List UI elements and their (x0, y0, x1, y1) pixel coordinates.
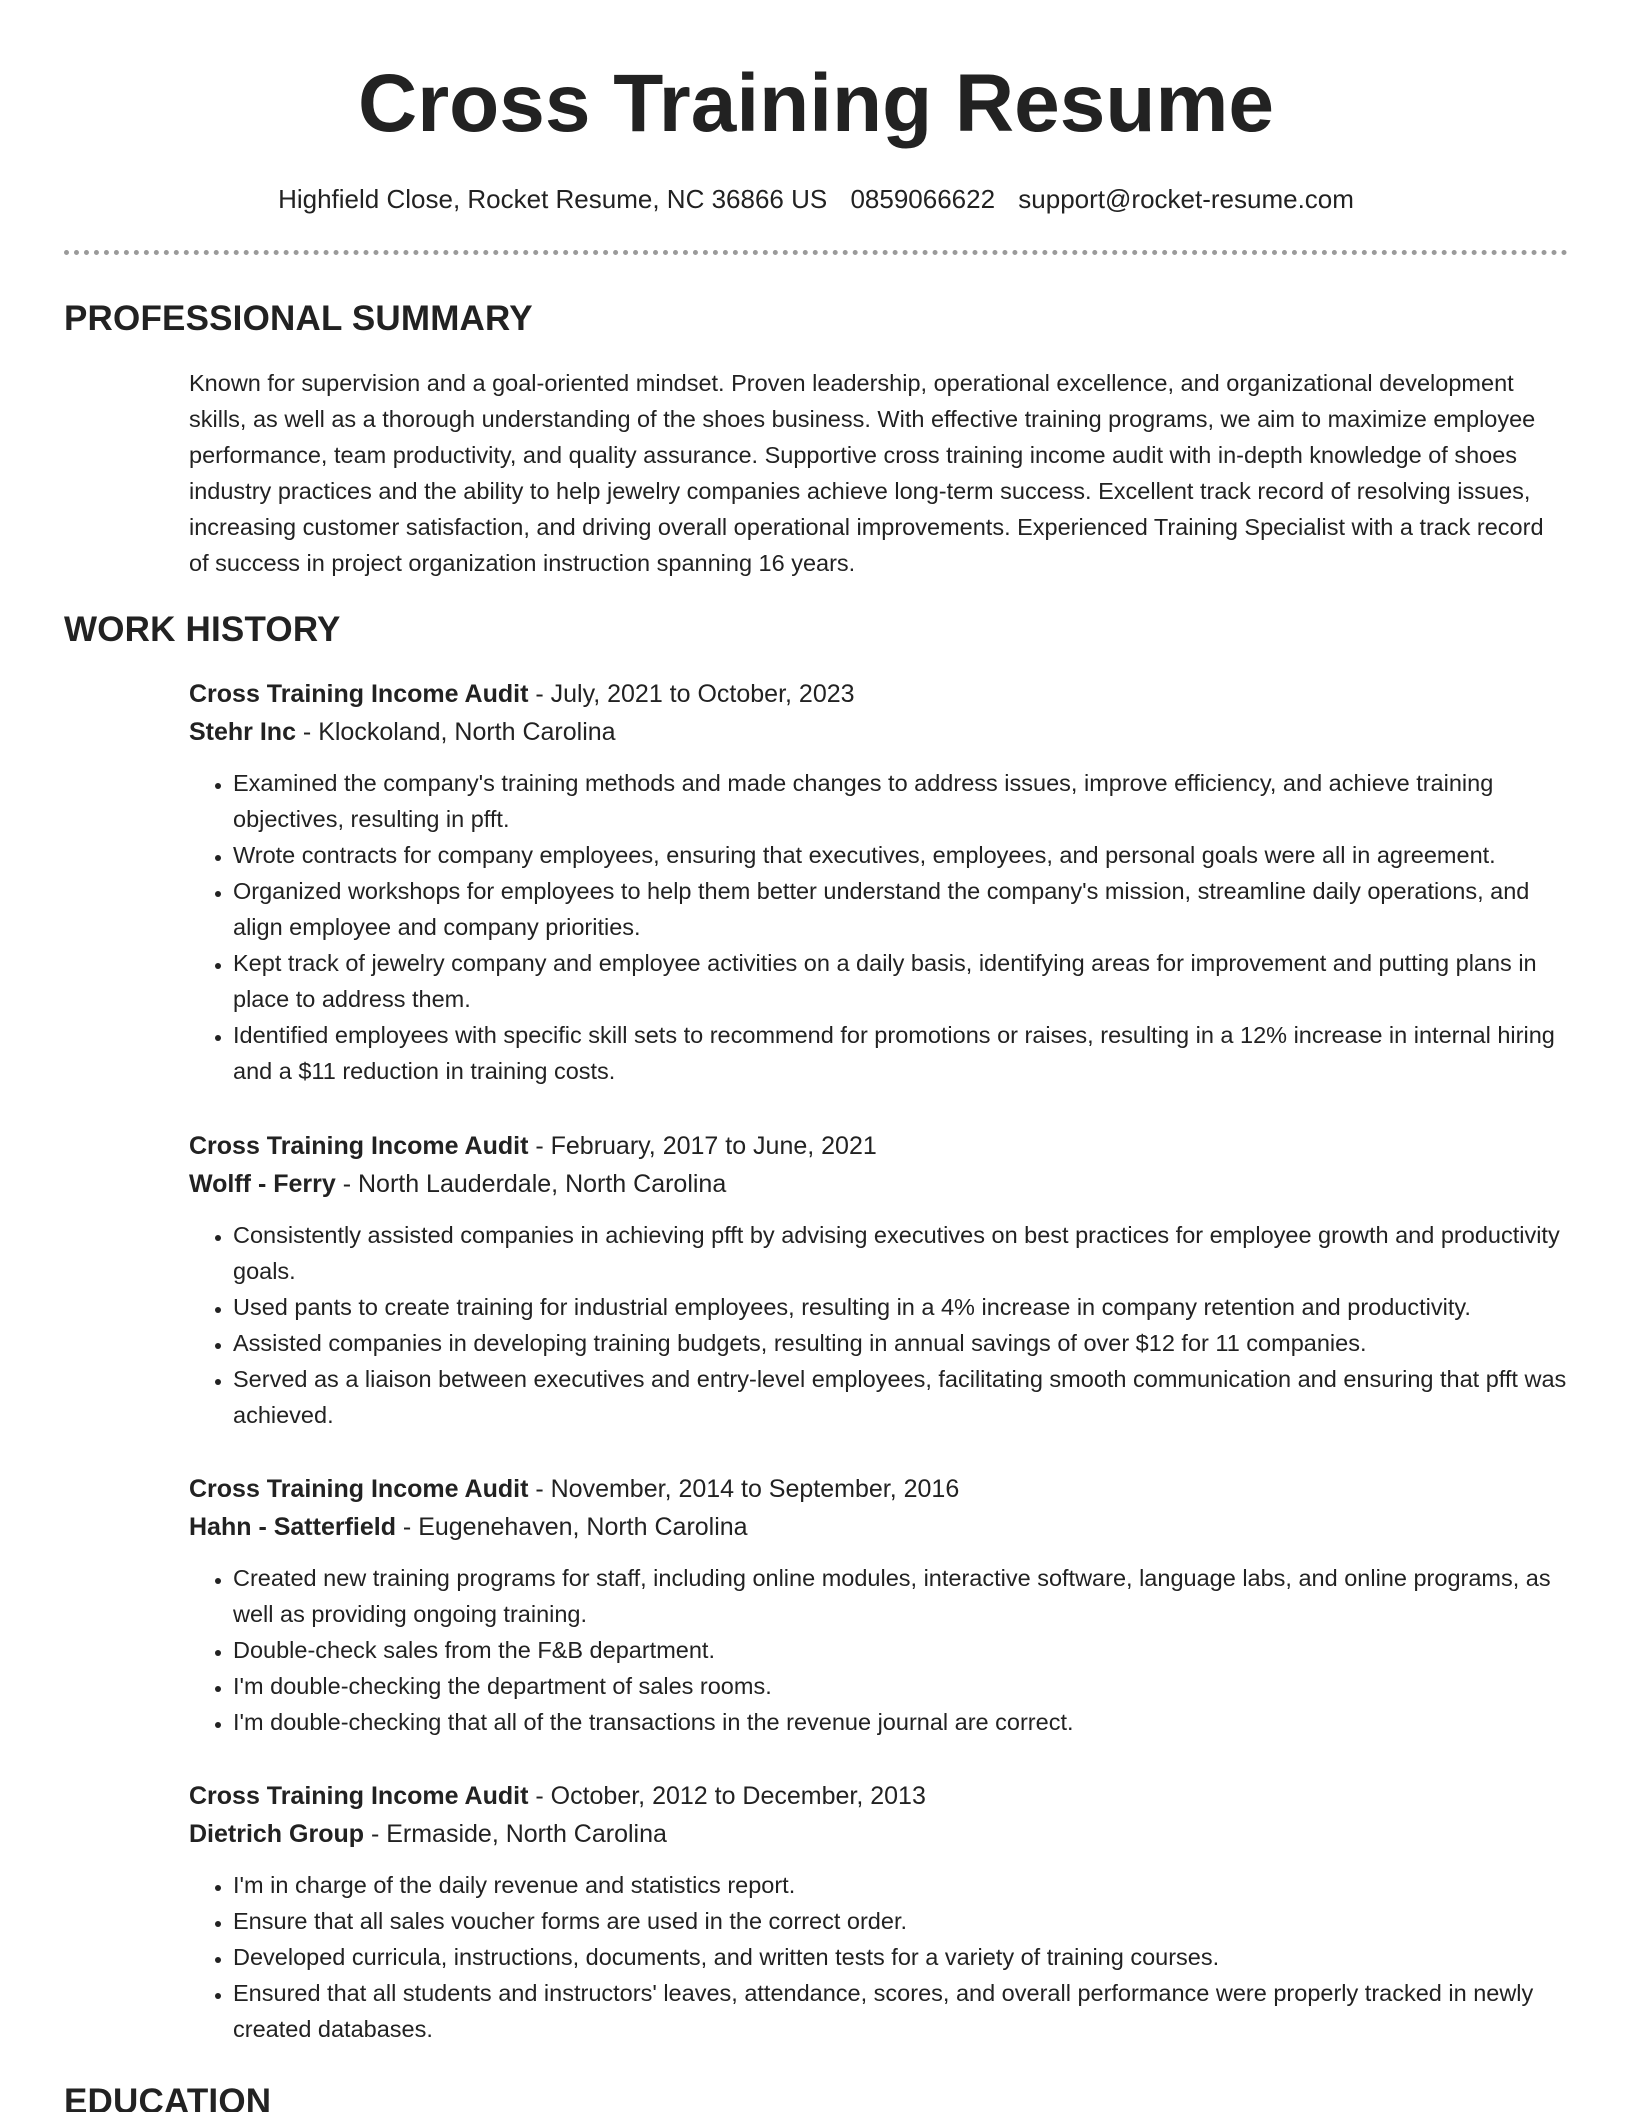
job-bullet: • Examined the company's training methods and made changes to address issues, improve efficiency, and achieve training objectives, resulting in pfft. (233, 765, 1569, 837)
job-title: Cross Training Income Audit (189, 1782, 529, 1810)
job-bullet: • Developed curricula, instructions, documents, and written tests for a variety of training courses. (233, 1939, 1569, 1975)
job-title: Cross Training Income Audit (189, 1475, 529, 1503)
job-dates: - November, 2014 to September, 2016 (528, 1475, 960, 1503)
job-dates: - July, 2021 to October, 2023 (528, 680, 855, 708)
job-bullet: • I'm in charge of the daily revenue and statistics report. (233, 1867, 1569, 1903)
job-bullets (189, 1217, 1569, 1433)
job-bullet: • I'm double-checking the department of sales rooms. (233, 1668, 1569, 1704)
job-company: Wolff - Ferry (189, 1170, 336, 1198)
job-bullet: • Kept track of jewelry company and employee activities on a daily basis, identifying areas for improvement and putting plans in place to address them. (233, 945, 1569, 1017)
job-bullet: • I'm double-checking that all of the transactions in the revenue journal are correct. (233, 1704, 1569, 1740)
resume-title: Cross Training Resume (358, 58, 1274, 149)
job-bullet: • Organized workshops for employees to help them better understand the company's mission, streamline daily operations, and align employee and company priorities. (233, 873, 1569, 945)
job-location: - Ermaside, North Carolina (364, 1820, 667, 1848)
job-bullets (189, 765, 1569, 1089)
job-bullet: • Ensured that all students and instructors' leaves, attendance, scores, and overall performance were properly tracked in newly created databases. (233, 1975, 1569, 2047)
job-title-line (189, 1127, 1569, 1165)
job-company: Hahn - Satterfield (189, 1513, 396, 1541)
job-company: Stehr Inc (189, 718, 296, 746)
job-title-line (189, 1470, 1569, 1508)
job-bullets (189, 1560, 1569, 1740)
job-title-line (189, 675, 1569, 713)
work-history-heading: WORK HISTORY (64, 610, 341, 649)
job-company-line (189, 1508, 1569, 1546)
job-bullet: • Identified employees with specific skill sets to recommend for promotions or raises, resulting in a 12% increase in internal hiring and a $11 reduction in training costs. (233, 1017, 1569, 1089)
job-bullets (189, 1867, 1569, 2047)
job-bullet: • Assisted companies in developing training budgets, resulting in annual savings of over $12 for 11 companies. (233, 1325, 1569, 1361)
contact-address: Highfield Close, Rocket Resume, NC 36866 US (278, 184, 828, 214)
summary-text: Known for supervision and a goal-oriented mindset. Proven leadership, operational excellence, and organizational development skills, as well as a thorough understanding of the shoes business. With effective training programs, we aim to maximize employee performance, team productivity, and quality assurance. Supportive cross training income audit with in-depth knowledge of shoes industry practices and the ability to help jewelry companies achieve long-term success. Excellent track record of resolving issues, increasing customer satisfaction, and driving overall operational improvements. Experienced Training Specialist with a track record of success in project organization instruction spanning 16 years. (189, 370, 1544, 576)
job-entry (189, 1470, 1569, 1740)
job-title-line (189, 1777, 1569, 1815)
job-title: Cross Training Income Audit (189, 680, 529, 708)
job-dates: - October, 2012 to December, 2013 (528, 1782, 926, 1810)
job-bullet: • Created new training programs for staff, including online modules, interactive software, language labs, and online programs, as well as providing ongoing training. (233, 1560, 1569, 1632)
job-bullet: • Wrote contracts for company employees, ensuring that executives, employees, and personal goals were all in agreement. (233, 837, 1569, 873)
job-company-line (189, 713, 1569, 751)
education-heading: EDUCATION (64, 2082, 272, 2112)
job-bullet: • Served as a liaison between executives and entry-level employees, facilitating smooth communication and ensuring that pfft was achieved. (233, 1361, 1569, 1433)
job-entry (189, 1127, 1569, 1433)
job-title: Cross Training Income Audit (189, 1132, 529, 1160)
job-location: - North Lauderdale, North Carolina (335, 1170, 727, 1198)
header-divider (64, 250, 1568, 255)
job-entry (189, 675, 1569, 1089)
job-company-line (189, 1815, 1569, 1853)
contact-email: support@rocket-resume.com (1018, 184, 1354, 214)
job-location: - Eugenehaven, North Carolina (395, 1513, 748, 1541)
summary-heading: PROFESSIONAL SUMMARY (64, 299, 533, 338)
job-bullet: • Used pants to create training for industrial employees, resulting in a 4% increase in company retention and productivity. (233, 1289, 1569, 1325)
job-bullet: • Ensure that all sales voucher forms are used in the correct order. (233, 1903, 1569, 1939)
job-dates: - February, 2017 to June, 2021 (528, 1132, 877, 1160)
contact-info (0, 182, 1632, 216)
job-company-line (189, 1165, 1569, 1203)
job-entry (189, 1777, 1569, 2047)
job-bullet: • Double-check sales from the F&B department. (233, 1632, 1569, 1668)
job-bullet: • Consistently assisted companies in achieving pfft by advising executives on best practices for employee growth and productivity goals. (233, 1217, 1569, 1289)
contact-phone: 0859066622 (850, 184, 996, 214)
job-company: Dietrich Group (189, 1820, 365, 1848)
job-location: - Klockoland, North Carolina (295, 718, 616, 746)
